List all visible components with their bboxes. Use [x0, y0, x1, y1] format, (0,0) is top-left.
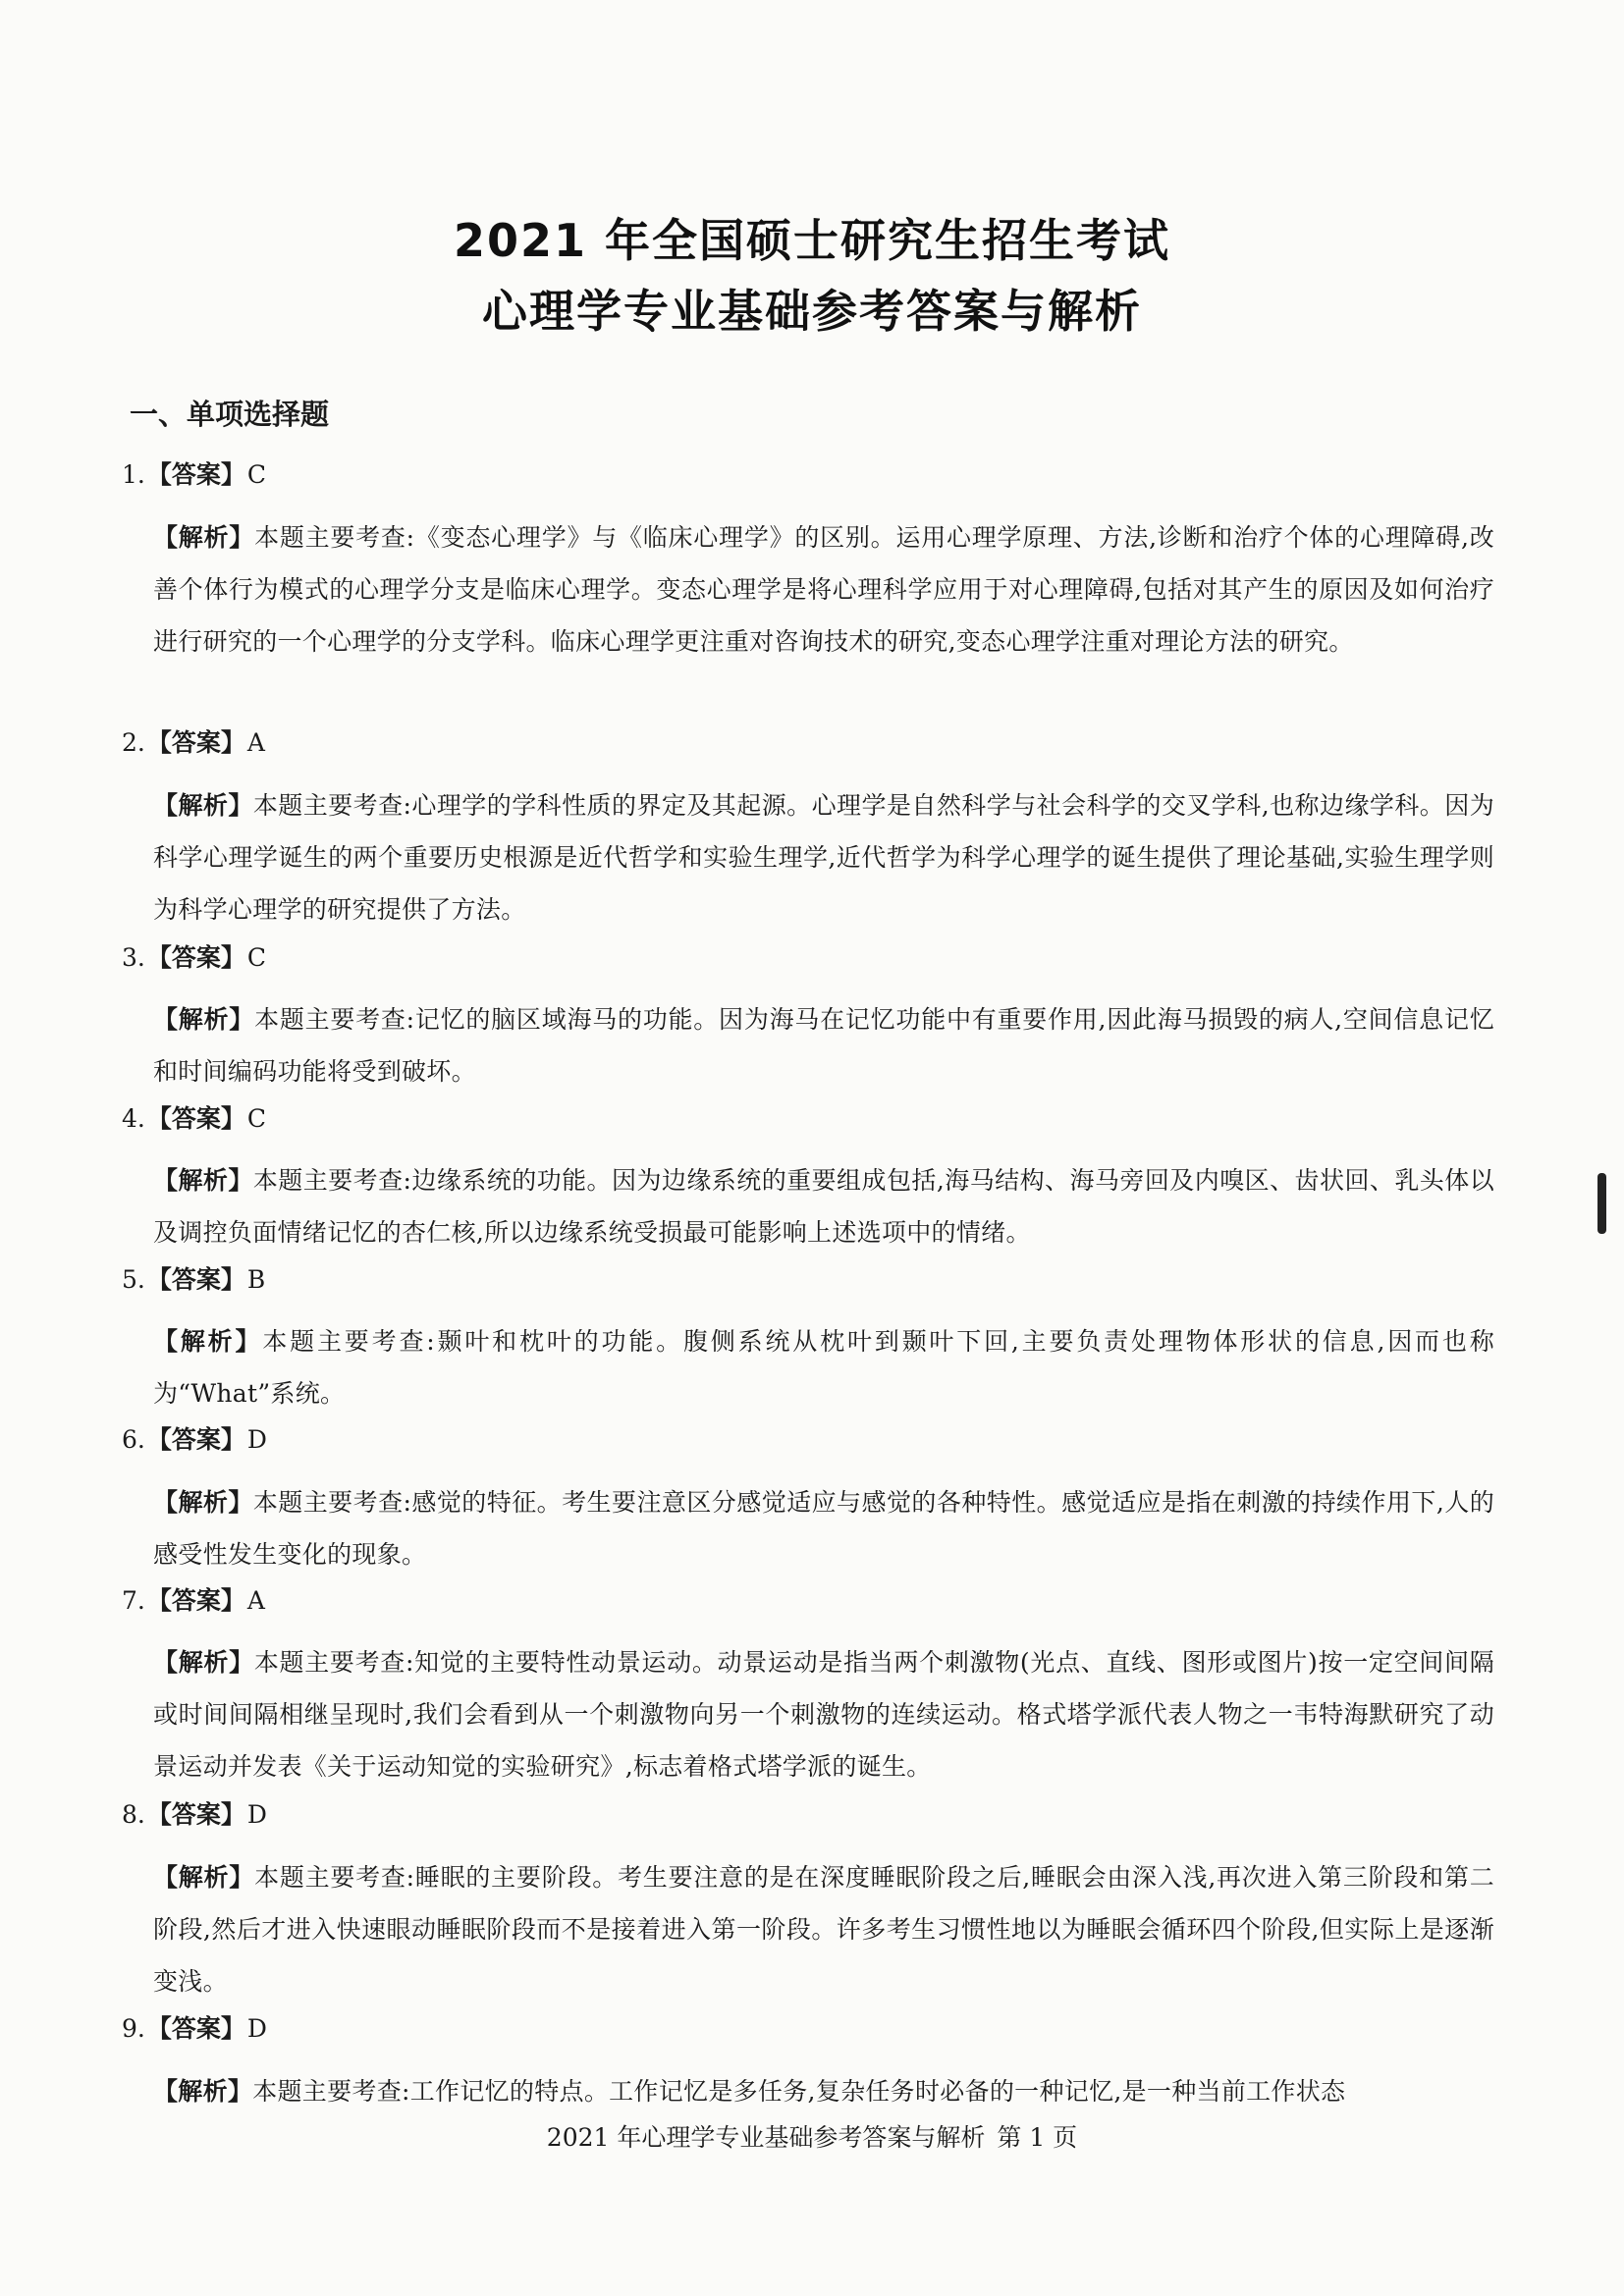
answer-line — [122, 1106, 266, 1131]
question-number: 8. — [122, 1800, 145, 1829]
analysis-paragraph — [153, 1636, 1494, 1792]
analysis-text: 本题主要考查:心理学的学科性质的界定及其起源。心理学是自然科学与社会科学的交叉学科,也称边缘学科。因为科学心理学诞生的两个重要历史根源是近代哲学和实验生理学,近代哲学为科学心理学的诞生提供了理论基础,实验生理学则为科学心理学的研究提供了方法。 — [153, 791, 1494, 924]
answer-value: C — [246, 1104, 267, 1133]
answer-label: 【答案】 — [146, 943, 245, 972]
analysis-paragraph — [153, 1476, 1494, 1580]
answer-value: C — [246, 943, 267, 972]
answer-label: 【答案】 — [146, 1265, 245, 1294]
analysis-paragraph — [153, 511, 1494, 667]
analysis-label: 【解析】 — [153, 791, 253, 820]
answer-line — [122, 730, 265, 755]
analysis-text: 本题主要考查:《变态心理学》与《临床心理学》的区别。运用心理学原理、方法,诊断和治疗个体的心理障碍,改善个体行为模式的心理学分支是临床心理学。变态心理学是将心理科学应用于对心理障碍,包括对其产生的原因及如何治疗进行研究的一个心理学的分支学科。临床心理学更注重对咨询技术的研究,变态心理学注重对理论方法的研究。 — [153, 523, 1495, 656]
analysis-text: 本题主要考查:边缘系统的功能。因为边缘系统的重要组成包括,海马结构、海马旁回及内嗅区、齿状回、乳头体以及调控负面情绪记忆的杏仁核,所以边缘系统受损最可能影响上述选项中的情绪。 — [153, 1166, 1494, 1247]
analysis-text: 本题主要考查:工作记忆的特点。工作记忆是多任务,复杂任务时必备的一种记忆,是一种当前工作状态 — [252, 2077, 1346, 2106]
question-number: 9. — [122, 2014, 145, 2043]
answer-line — [122, 1267, 265, 1292]
answer-value: A — [246, 728, 265, 757]
answer-label: 【答案】 — [146, 728, 245, 757]
question-number: 4. — [122, 1104, 145, 1133]
analysis-label: 【解析】 — [153, 1863, 255, 1892]
analysis-paragraph — [153, 1154, 1494, 1258]
analysis-label: 【解析】 — [153, 1166, 253, 1195]
analysis-text: 本题主要考查:睡眠的主要阶段。考生要注意的是在深度睡眠阶段之后,睡眠会由深入浅,再次进入第三阶段和第二阶段,然后才进入快速眼动睡眠阶段而不是接着进入第一阶段。许多考生习惯性地以为睡眠会循环四个阶段,但实际上是逐渐变浅。 — [153, 1863, 1495, 1996]
analysis-paragraph — [153, 993, 1494, 1097]
analysis-paragraph — [153, 2065, 1494, 2110]
document-title-line2: 心理学专业基础参考答案与解析 — [482, 285, 1142, 338]
answer-label: 【答案】 — [146, 2014, 245, 2043]
analysis-text: 本题主要考查:颞叶和枕叶的功能。腹侧系统从枕叶到颞叶下回,主要负责处理物体形状的信息,因而也称为“What”系统。 — [153, 1327, 1494, 1408]
analysis-label: 【解析】 — [153, 523, 255, 552]
question-number: 5. — [122, 1265, 145, 1294]
document-title-line1: 2021 年全国硕士研究生招生考试 — [453, 214, 1171, 267]
footer-title: 2021 年心理学专业基础参考答案与解析 — [546, 2123, 986, 2152]
question-number: 1. — [122, 460, 145, 489]
question-number: 2. — [122, 728, 145, 757]
answer-line — [122, 1427, 267, 1452]
answer-line — [122, 945, 266, 970]
answer-value: D — [246, 1425, 267, 1454]
answer-line — [122, 1802, 267, 1827]
answer-line — [122, 2016, 267, 2041]
answer-line — [122, 1588, 265, 1613]
analysis-paragraph — [153, 1851, 1494, 2007]
answer-line — [122, 462, 266, 487]
analysis-label: 【解析】 — [153, 2077, 253, 2106]
page-number: 第 1 页 — [997, 2123, 1078, 2152]
analysis-label: 【解析】 — [153, 1005, 255, 1034]
question-number: 6. — [122, 1425, 145, 1454]
page-footer — [0, 2125, 1624, 2150]
analysis-label: 【解析】 — [153, 1327, 263, 1356]
section-heading: 一、单项选择题 — [130, 398, 330, 431]
question-number: 3. — [122, 943, 145, 972]
answer-value: D — [246, 1800, 267, 1829]
analysis-label: 【解析】 — [153, 1648, 254, 1677]
analysis-paragraph — [153, 779, 1494, 935]
answer-label: 【答案】 — [146, 1586, 245, 1615]
question-number: 7. — [122, 1586, 145, 1615]
answer-value: C — [246, 460, 267, 489]
answer-value: B — [246, 1265, 266, 1294]
answer-value: D — [246, 2014, 267, 2043]
analysis-label: 【解析】 — [153, 1488, 253, 1517]
answer-label: 【答案】 — [146, 1800, 245, 1829]
answer-label: 【答案】 — [146, 1425, 245, 1454]
scan-mark — [1597, 1173, 1606, 1234]
analysis-text: 本题主要考查:知觉的主要特性动景运动。动景运动是指当两个刺激物(光点、直线、图形或图片)按一定空间间隔或时间间隔相继呈现时,我们会看到从一个刺激物向另一个刺激物的连续运动。格式塔学派代表人物之一韦特海默研究了动景运动并发表《关于运动知觉的实验研究》,标志着格式塔学派的诞生。 — [153, 1648, 1495, 1781]
analysis-text: 本题主要考查:感觉的特征。考生要注意区分感觉适应与感觉的各种特性。感觉适应是指在刺激的持续作用下,人的感受性发生变化的现象。 — [153, 1488, 1494, 1569]
answer-label: 【答案】 — [146, 1104, 245, 1133]
analysis-paragraph — [153, 1315, 1494, 1419]
answer-label: 【答案】 — [146, 460, 245, 489]
answer-value: A — [246, 1586, 265, 1615]
analysis-text: 本题主要考查:记忆的脑区域海马的功能。因为海马在记忆功能中有重要作用,因此海马损毁的病人,空间信息记忆和时间编码功能将受到破坏。 — [153, 1005, 1495, 1086]
